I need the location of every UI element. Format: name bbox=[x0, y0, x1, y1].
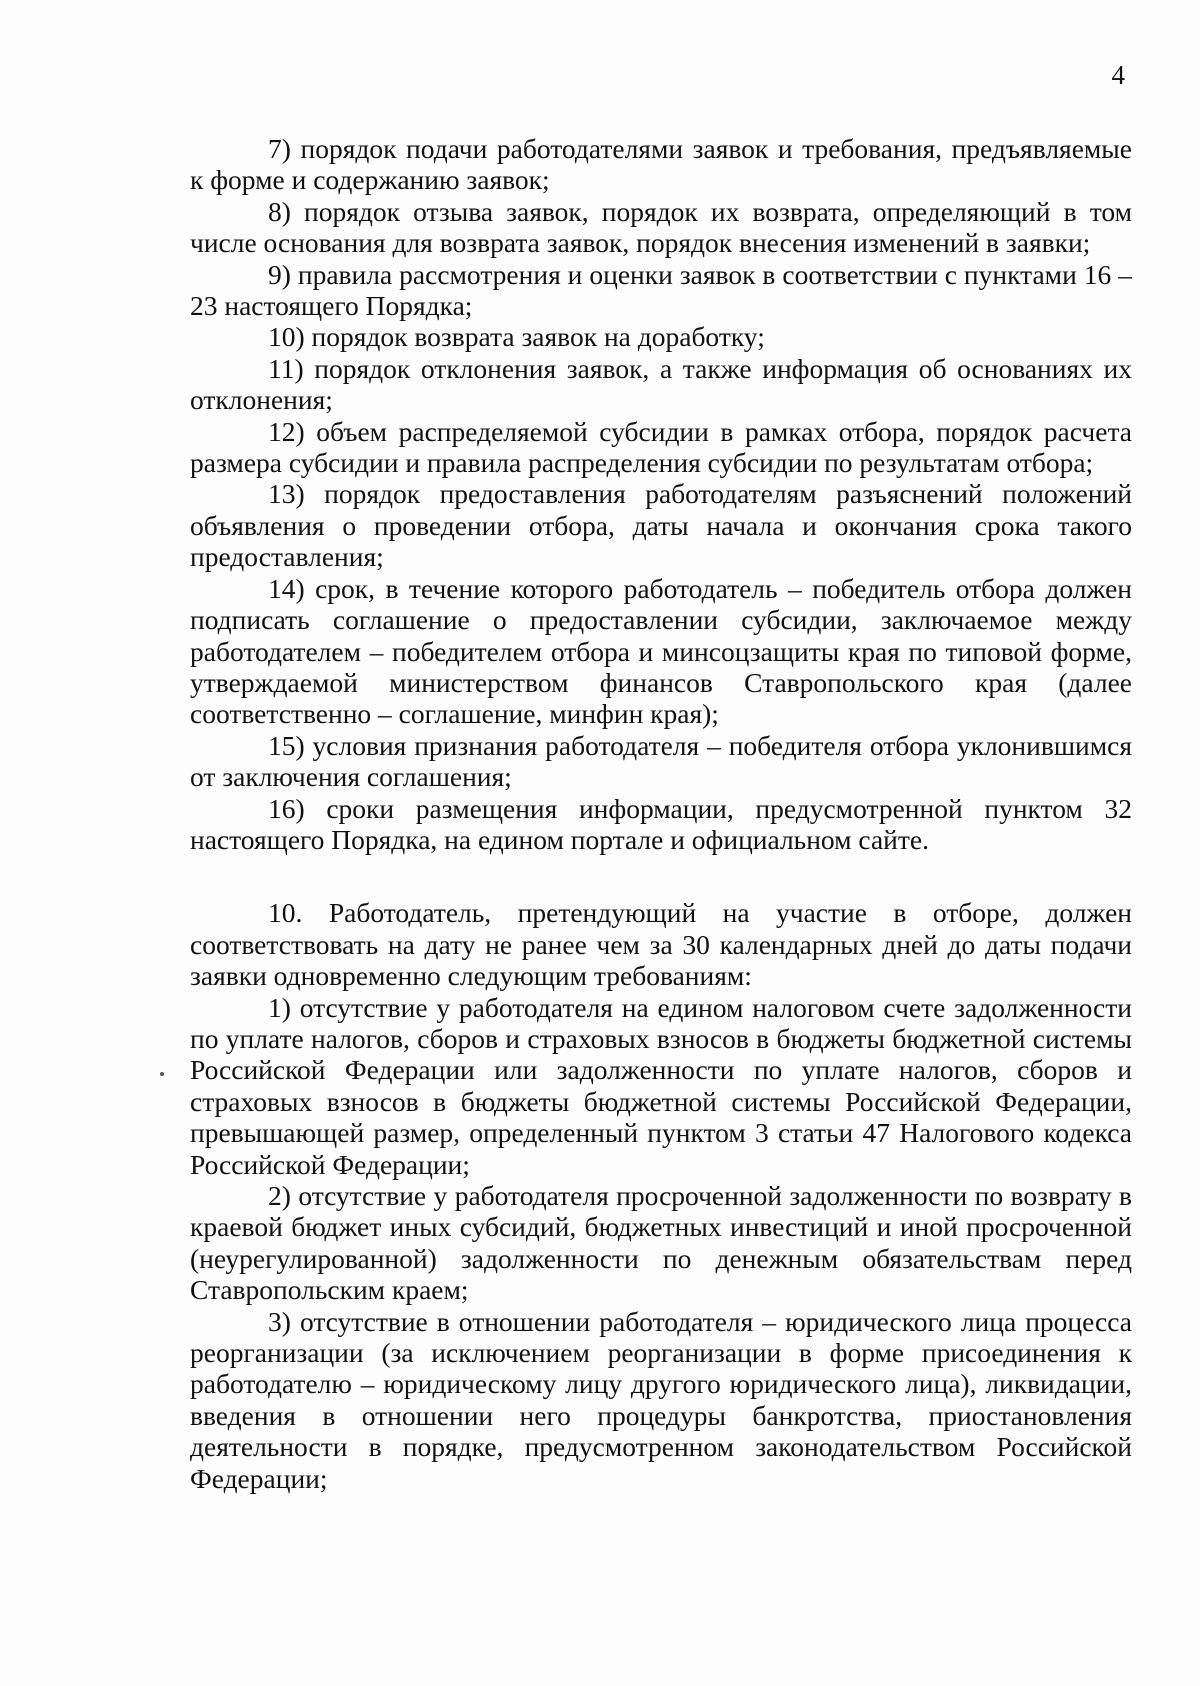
list-item-12: 12) объем распределяемой субсидии в рамках отбора, порядок расчета размера субсидии и правила распределения субсидии по результатам отбора; bbox=[190, 415, 1132, 479]
page-number: 4 bbox=[1111, 60, 1125, 90]
list-item-10: 10) порядок возврата заявок на доработку; bbox=[268, 321, 765, 353]
list-item-11: 11) порядок отклонения заявок, а также информация об основаниях их отклонения; bbox=[190, 352, 1132, 416]
list-item-9: 9) правила рассмотрения и оценки заявок в соответствии с пунктами 16 – 23 настоящего Порядка; bbox=[190, 258, 1132, 322]
list-item-14: 14) срок, в течение которого работодатель – победитель отбора должен подписать соглашение о предоставлении субсидии, заключаемое между работодателем – победителем отбора и минсоцзащиты края по типовой форме, утверждаемой министерством финансов Ставропольского края (далее соответственно – соглашение, минфин края); bbox=[190, 572, 1132, 730]
list-item-16: 16) сроки размещения информации, предусмотренной пунктом 32 настоящего Порядка, на едином портале и официальном сайте. bbox=[190, 792, 1132, 855]
requirement-1: 1) отсутствие у работодателя на едином налоговом счете задолженности по уплате налогов, сборов и страховых взносов в бюджеты бюджетной системы Российской Федерации или задолженности по уплате налогов, сборов и страховых взносов в бюджеты бюджетной системы Российской Федерации, превышающей размер, определенный пунктом 3 статьи 47 Налогового кодекса Российской Федерации; bbox=[190, 991, 1132, 1180]
clause-10: 10. Работодатель, претендующий на участие в отборе, должен соответствовать на дату не ранее чем за 30 календарных дней до даты подачи заявки одновременно следующим требованиям: bbox=[190, 897, 1132, 992]
list-item-13: 13) порядок предоставления работодателям разъяснений положений объявления о проведении отбора, даты начала и окончания срока такого предоставления; bbox=[190, 478, 1132, 573]
list-item-7: 7) порядок подачи работодателями заявок и требования, предъявляемые к форме и содержанию заявок; bbox=[190, 133, 1132, 196]
requirement-3: 3) отсутствие в отношении работодателя – юридического лица процесса реорганизации (за исключением реорганизации в форме присоединения к работодателю – юридическому лицу другого юридического лица), ликвидации, введения в отношении него процедуры банкротства, приостановления деятельности в порядке, предусмотренном законодательством Российской Федерации; bbox=[190, 1305, 1132, 1494]
list-item-8: 8) порядок отзыва заявок, порядок их возврата, определяющий в том числе основания для возврата заявок, порядок внесения изменений в заявки; bbox=[190, 195, 1132, 259]
document-body bbox=[190, 133, 1132, 1494]
scan-speck bbox=[160, 1072, 164, 1076]
section-gap bbox=[190, 855, 1132, 897]
list-item-15: 15) условия признания работодателя – победителя отбора уклонившимся от заключения соглашения; bbox=[190, 729, 1132, 793]
requirement-2: 2) отсутствие у работодателя просроченной задолженности по возврату в краевой бюджет иных субсидий, бюджетных инвестиций и иной просроченной (неурегулированной) задолженности по денежным обязательствам перед Ставропольским краем; bbox=[190, 1180, 1132, 1306]
